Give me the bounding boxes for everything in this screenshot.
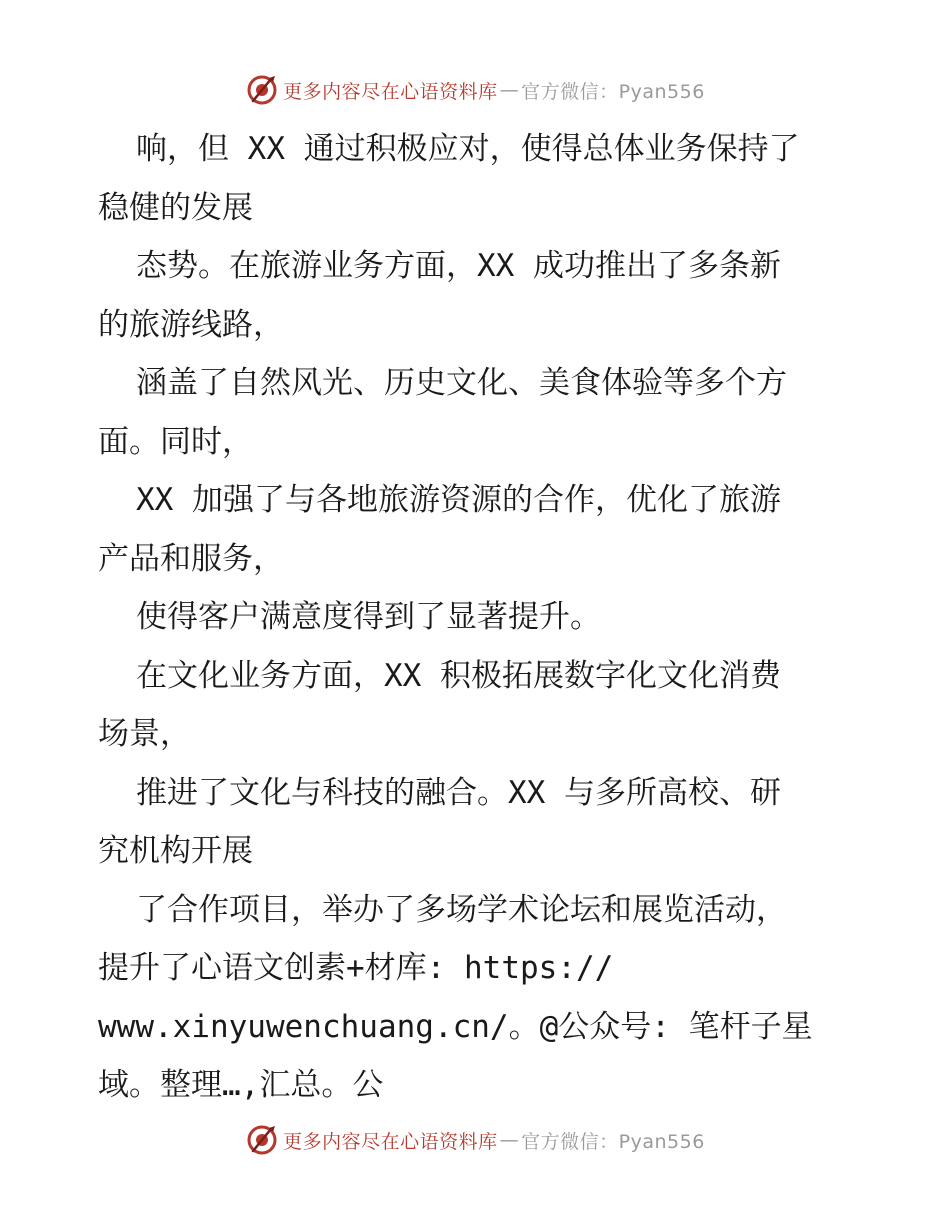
banner-wechat-text: 官方微信：Pyan556 xyxy=(521,80,705,103)
paragraph-line: 了合作项目，举办了多场学术论坛和展览活动， xyxy=(136,891,787,928)
paragraph-line: 的旅游线路， xyxy=(98,306,284,343)
banner-site-text: 更多内容尽在心语资料库 xyxy=(283,80,498,103)
paragraph-line: 响，但 XX 通过积极应对，使得总体业务保持了 xyxy=(136,131,800,167)
paragraph-line: www.xinyuwenchuang.cn/。@公众号: 笔杆子星 xyxy=(98,1008,813,1045)
paragraph-line: 提升了心语文创素+材库: https:// xyxy=(98,950,614,986)
paragraph-line: 面。同时， xyxy=(98,423,253,460)
paragraph-line: 稳健的发展 xyxy=(98,189,253,226)
document-body xyxy=(98,120,858,1115)
paragraph-line: 产品和服务， xyxy=(98,540,284,577)
paragraph-line: 推进了文化与科技的融合。XX 与多所高校、研 xyxy=(136,774,781,811)
banner-separator: — xyxy=(499,79,520,101)
paragraph-line: 域。整理…,汇总。公 xyxy=(98,1067,384,1103)
footer-banner xyxy=(0,1120,950,1160)
paragraph-line: 涵盖了自然风光、历史文化、美食体验等多个方 xyxy=(136,365,787,401)
banner-wechat-text: 官方微信：Pyan556 xyxy=(521,1130,705,1153)
paragraph-line: 使得客户满意度得到了显著提升。 xyxy=(136,599,601,635)
paragraph-line: 态势。在旅游业务方面，XX 成功推出了多条新 xyxy=(136,248,781,284)
banner-site-text: 更多内容尽在心语资料库 xyxy=(283,1130,498,1153)
banner-separator: — xyxy=(499,1129,520,1151)
paragraph-line: 在文化业务方面，XX 积极拓展数字化文化消费 xyxy=(136,657,781,694)
quill-seal-icon xyxy=(245,1123,279,1157)
paragraph-line: 究机构开展 xyxy=(98,833,253,869)
quill-seal-icon xyxy=(245,73,279,107)
paragraph-line: XX 加强了与各地旅游资源的合作，优化了旅游 xyxy=(136,482,781,518)
paragraph-line: 场景， xyxy=(98,716,191,752)
header-banner xyxy=(0,70,950,110)
